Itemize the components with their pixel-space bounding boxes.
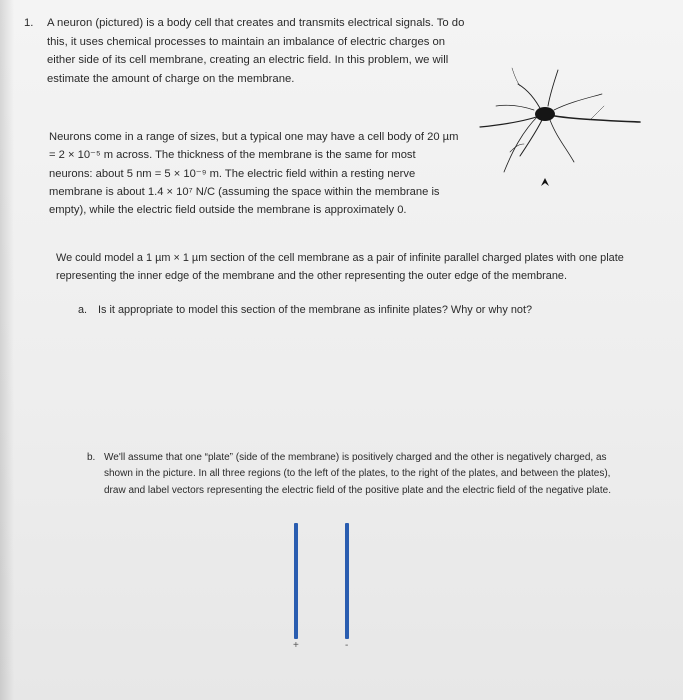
neuron-size-paragraph: Neurons come in a range of sizes, but a typical one may have a cell body of 20 µm = 2 × 10⁻⁵ m across. The thickness of the membrane is the same for most neurons: about 5 nm = 5 × 10⁻⁹ m. The electric field within a resting nerve membrane is about 1.4 × 10⁷ N/C (assuming the space within the membrane is empty), while the electric field outside the membrane is approximately 0. xyxy=(49,131,459,217)
part-b-question: We'll assume that one “plate” (side of the membrane) is positively charged and the other is negatively charged, as shown in the picture. In all three regions (to the left of the plates, to the right of the plates, and between the plates), draw and label vectors representing the electric field of the positive plate and the electric field of the negative plate. xyxy=(104,452,611,496)
neuron-cell-body xyxy=(535,107,555,121)
question-number: 1. xyxy=(24,17,34,29)
part-b-label: b. xyxy=(87,452,96,463)
positive-sign-label: + xyxy=(293,640,299,651)
intro-paragraph: A neuron (pictured) is a body cell that creates and transmits electrical signals. To do this, it uses chemical processes to maintain an imbalance of electric charges on either side of its cell membrane, creating an electric field. In this problem, we will estimate the amount of charge on the membrane. xyxy=(47,17,465,85)
neuron-illustration xyxy=(470,40,650,200)
part-a-label: a. xyxy=(78,304,88,316)
pointer-arrow-icon xyxy=(541,178,549,186)
model-paragraph: We could model a 1 µm × 1 µm section of the cell membrane as a pair of infinite parallel charged plates with one plate representing the inner edge of the membrane and the other representing the outer edge of the membrane. xyxy=(56,252,624,282)
positive-plate xyxy=(294,523,298,639)
page-edge-shadow xyxy=(0,0,14,700)
part-a-question: Is it appropriate to model this section of the membrane as infinite plates? Why or why not? xyxy=(98,304,533,316)
negative-plate xyxy=(345,523,349,639)
negative-sign-label: - xyxy=(345,640,349,651)
